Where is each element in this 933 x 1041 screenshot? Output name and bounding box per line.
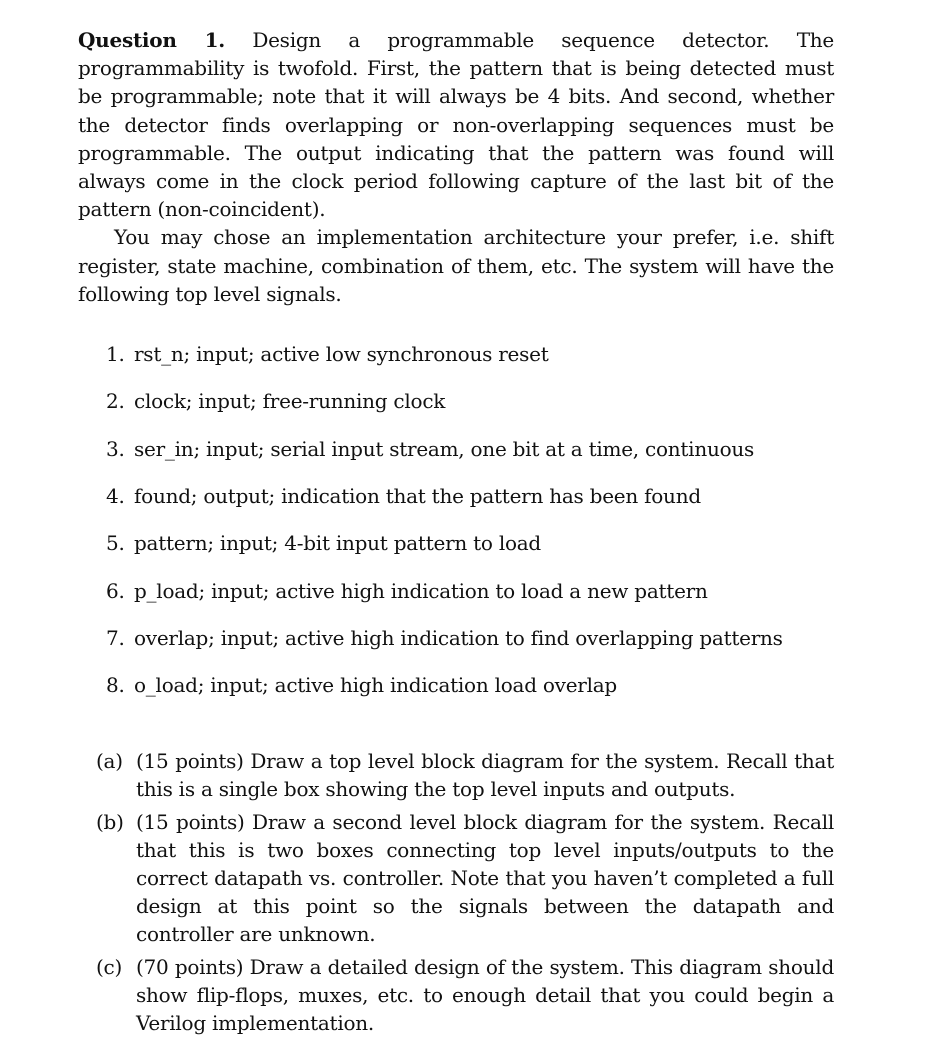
list-item-number: 8. (106, 673, 125, 698)
question-parts-list (78, 747, 834, 1037)
list-item (78, 577, 834, 605)
list-item (78, 529, 834, 557)
list-item-number: 5. (106, 531, 125, 556)
question-part-label: (c) (96, 954, 123, 979)
list-item-text: p_load; input; active high indication to load a new pattern (134, 578, 708, 603)
list-item-number: 6. (106, 578, 125, 603)
question-part-text: (15 points) Draw a second level block diagram for the system. Recall that this is two boxes connecting top level inputs/outputs to the correct datapath vs. controller. Note that you haven’t completed a full design at this point so the signals between the datapath and controller are unknown. (136, 809, 834, 947)
list-item (78, 435, 834, 463)
list-item (78, 624, 834, 652)
list-item-text: overlap; input; active high indication to find overlapping patterns (134, 625, 783, 650)
list-item-text: ser_in; input; serial input stream, one bit at a time, continuous (134, 436, 755, 461)
list-item (78, 340, 834, 368)
question-heading: Question 1. (78, 28, 225, 52)
list-item-text: rst_n; input; active low synchronous reset (134, 342, 549, 367)
list-item (78, 482, 834, 510)
question-part-a (78, 747, 834, 803)
question-part-label: (b) (96, 809, 124, 834)
question-part-b (78, 808, 834, 949)
list-item-number: 7. (106, 625, 125, 650)
signal-list (78, 340, 834, 699)
list-item-number: 4. (106, 483, 125, 508)
list-item (78, 671, 834, 699)
question-intro-paragraph (78, 26, 834, 223)
question-part-text: (70 points) Draw a detailed design of the system. This diagram should show flip-flops, muxes, etc. to enough detail that you could begin a Verilog implementation. (136, 954, 834, 1035)
list-item-text: pattern; input; 4-bit input pattern to load (134, 531, 541, 556)
list-item-number: 2. (106, 389, 125, 414)
list-item-number: 3. (106, 436, 125, 461)
list-item-text: found; output; indication that the pattern has been found (134, 483, 701, 508)
list-item-text: clock; input; free-running clock (134, 389, 446, 414)
question-part-label: (a) (96, 749, 123, 774)
document-page (78, 26, 834, 1041)
list-item-text: o_load; input; active high indication load overlap (134, 673, 617, 698)
question-part-text: (15 points) Draw a top level block diagram for the system. Recall that this is a single box showing the top level inputs and outputs. (136, 749, 834, 802)
list-item (78, 387, 834, 415)
question-part-c (78, 953, 834, 1038)
architecture-paragraph: You may chose an implementation architecture your prefer, i.e. shift register, state machine, combination of them, etc. The system will have the following top level signals. (78, 225, 834, 306)
list-item-number: 1. (106, 342, 125, 367)
question-intro-text: Design a programmable sequence detector. The programmability is twofold. First, the pattern that is being detected must be programmable; note that it will always be 4 bits. And second, whether the detector finds overlapping or non-overlapping sequences must be programmable. The output indicating that the pattern was found will always come in the clock period following capture of the last bit of the pattern (non-coincident). (78, 28, 834, 222)
